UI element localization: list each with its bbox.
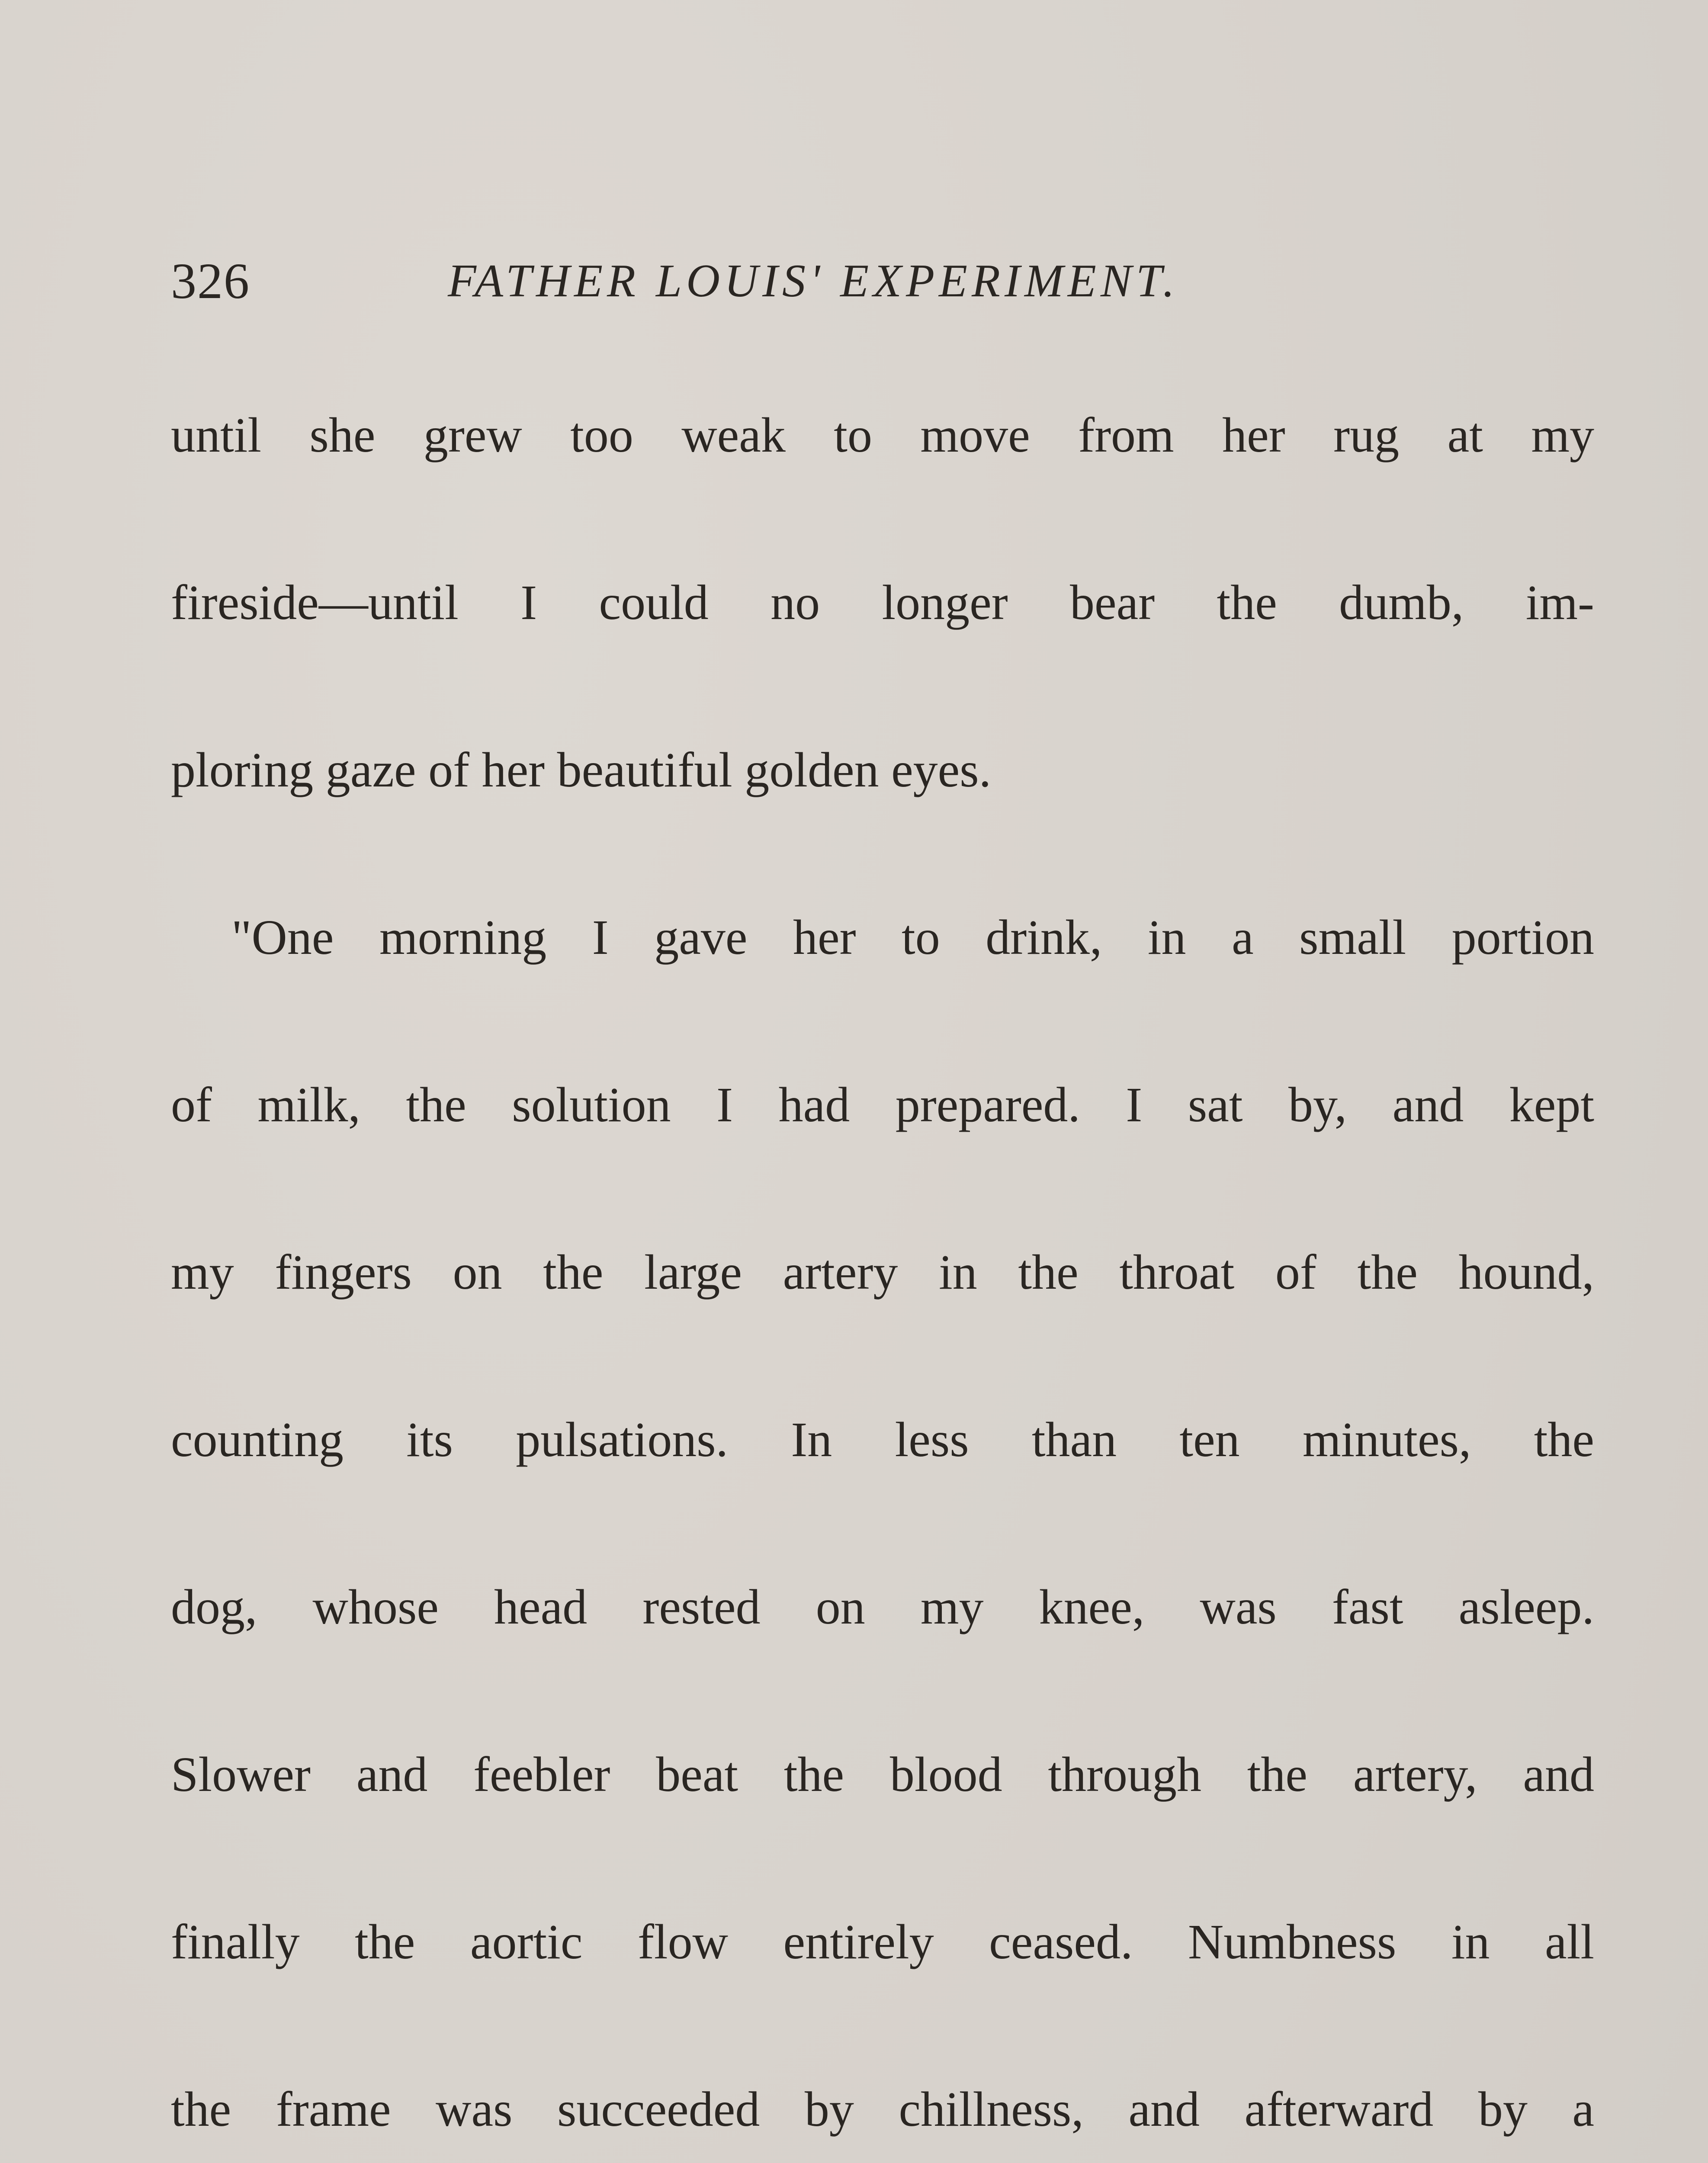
text-line: finally the aortic flow entirely ceased. Numbness in all [171, 1914, 1594, 1969]
body-text [171, 351, 1594, 2163]
running-head: FATHER LOUIS' EXPERIMENT. [448, 255, 1179, 307]
page-number: 326 [171, 253, 250, 309]
text-line: "One morning I gave her to drink, in a small portion [231, 910, 1594, 965]
page-header [171, 249, 1594, 314]
text-line: dog, whose head rested on my knee, was fast asleep. [171, 1579, 1594, 1634]
text-line: ploring gaze of her beautiful golden eyes. [171, 742, 992, 797]
text-line: of milk, the solution I had prepared. I sat by, and kept [171, 1077, 1594, 1132]
text-line: Slower and feebler beat the blood through the artery, and [171, 1747, 1594, 1802]
text-line: counting its pulsations. In less than ten minutes, the [171, 1412, 1594, 1467]
text-line: fireside—until I could no longer bear the dumb, im- [171, 575, 1594, 630]
text-line: the frame was succeeded by chillness, and afterward by a [171, 2082, 1594, 2137]
text-line: until she grew too weak to move from her rug at my [171, 408, 1594, 462]
text-line: my fingers on the large artery in the throat of the hound, [171, 1245, 1594, 1300]
